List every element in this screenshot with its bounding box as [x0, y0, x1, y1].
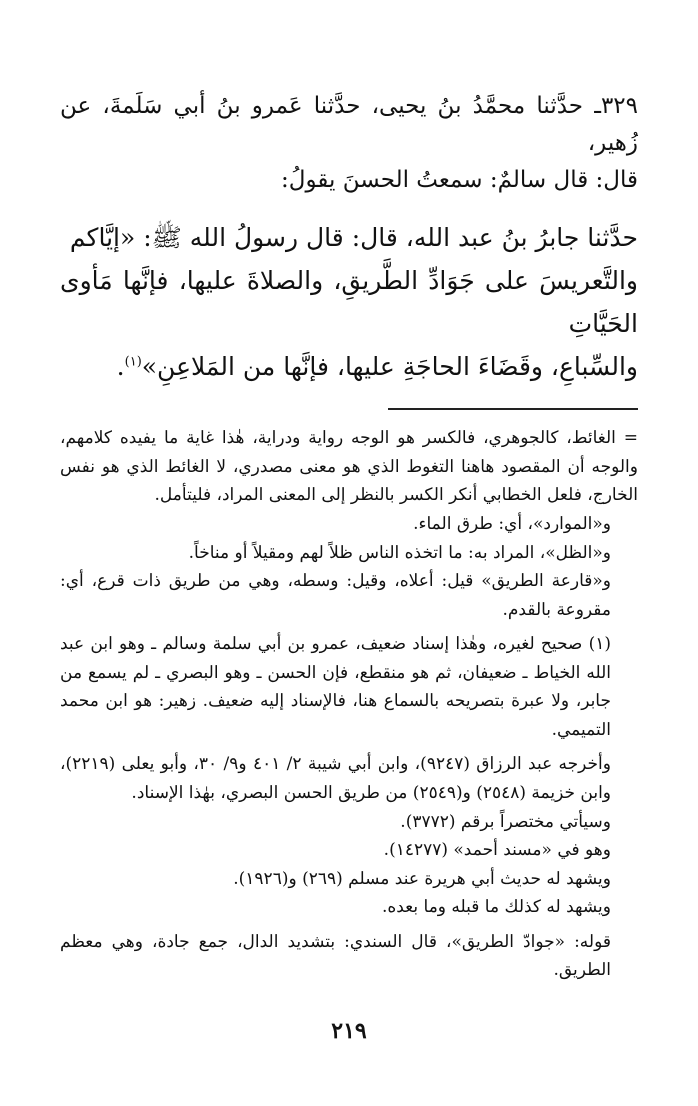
footnote-zill: و«الظل»، المراد به: ما اتخذه الناس ظلاً لهم ومقيلاً أو مناخاً. [188, 542, 611, 563]
footnote-1-witness-abu-hurayra: ويشهد له حديث أبي هريرة عند مسلم (٢٦٩) و(١٩٢٦). [233, 868, 611, 889]
footnote-mawarid: و«الموارد»، أي: طرق الماء. [413, 514, 611, 535]
footnote-1-takhrij: وأخرجه عبد الرزاق (٩٢٤٧)، وابن أبي شيبة ٢/ ٤٠١ و٩/ ٣٠، وأبو يعلى (٢٢١٩)، وابن خزيمة (٢٥٤٨) و(٢٥٤٩) من طريق الحسن البصري، بهٰذا الإسناد. [60, 754, 611, 803]
hadith-text-line-2: والتَّعريسَ على جَوَادِّ الطَّريقِ، والصلاةَ عليها، فإنَّها مَأوى الحَيَّاتِ [60, 266, 638, 339]
hadith-end-period: . [116, 352, 125, 382]
footnote-qariat-al-tariq: و«قارعة الطريق» قيل: أعلاه، وقيل: وسطه، وهي من طريق ذات قرع، أي: مقروعة بالقدم. [60, 571, 611, 620]
footnote-reference-marker[interactable]: (١) [124, 355, 142, 371]
footnote-1-grading: (١) صحيح لغيره، وهٰذا إسناد ضعيف، عمرو بن أبي سلمة وسالم ـ وهو ابن عبد الله الخياط ـ ضعيفان، ثم هو منقطع، فإن الحسن ـ وهو البصري ـ لم يسمع من جابر، ولا عبرة بتصريحه بالسماع هنا، فالإسناد إليه ضعيف. زهير: هو ابن محمد التميمي. [60, 634, 611, 740]
footnote-separator-rule [388, 408, 638, 410]
footnote-1-witness-adjacent: ويشهد له كذلك ما قبله وما بعده. [381, 897, 611, 918]
footnote-1-musnad-ahmad: وهو في «مسند أحمد» (١٤٢٧٧). [383, 840, 611, 861]
footnote-continuation: = الغائط، كالجوهري، فالكسر هو الوجه رواية ودراية، هٰذا غاية ما يفيده كلامهم، والوجه أن المقصود هاهنا التغوط الذي هو معنى مصدري، لا الغائط الذي هو نفس الخارج، فلعل الخطابي أنكر الكسر بالنظر إلى المعنى المراد، فليتأمل. [60, 428, 638, 506]
footnote-1-cross-reference: وسيأتي مختصراً برقم (٣٧٧٢). [400, 811, 611, 832]
hadith-number-chain: ٣٢٩ـ حدَّثنا محمَّدُ بنُ يحيى، حدَّثنا عَمرو بنُ أبي سَلَمةَ، عن زُهير، [60, 93, 638, 156]
footnote-1-sindi-note: قوله: «جوادّ الطريق»، قال السندي: بتشديد الدال، جمع جادة، وهي معظم الطريق. [60, 931, 611, 981]
hadith-text-line-3-body: والسِّباعِ، وقَضَاءَ الحاجَةِ عليها، فإنَّها من المَلاعِنِ» [141, 352, 638, 382]
page-number: ٢١٩ [331, 1018, 367, 1044]
narrator-line: قال: قال سالمٌ: سمعتُ الحسنَ يقولُ: [281, 166, 638, 193]
footnotes-section [60, 424, 638, 984]
hadith-text-line-3 [60, 345, 638, 388]
hadith-text-line-1: حدَّثنا جابرُ بنُ عبد الله، قال: قال رسولُ الله ﷺ: «إيَّاكم [69, 223, 638, 253]
